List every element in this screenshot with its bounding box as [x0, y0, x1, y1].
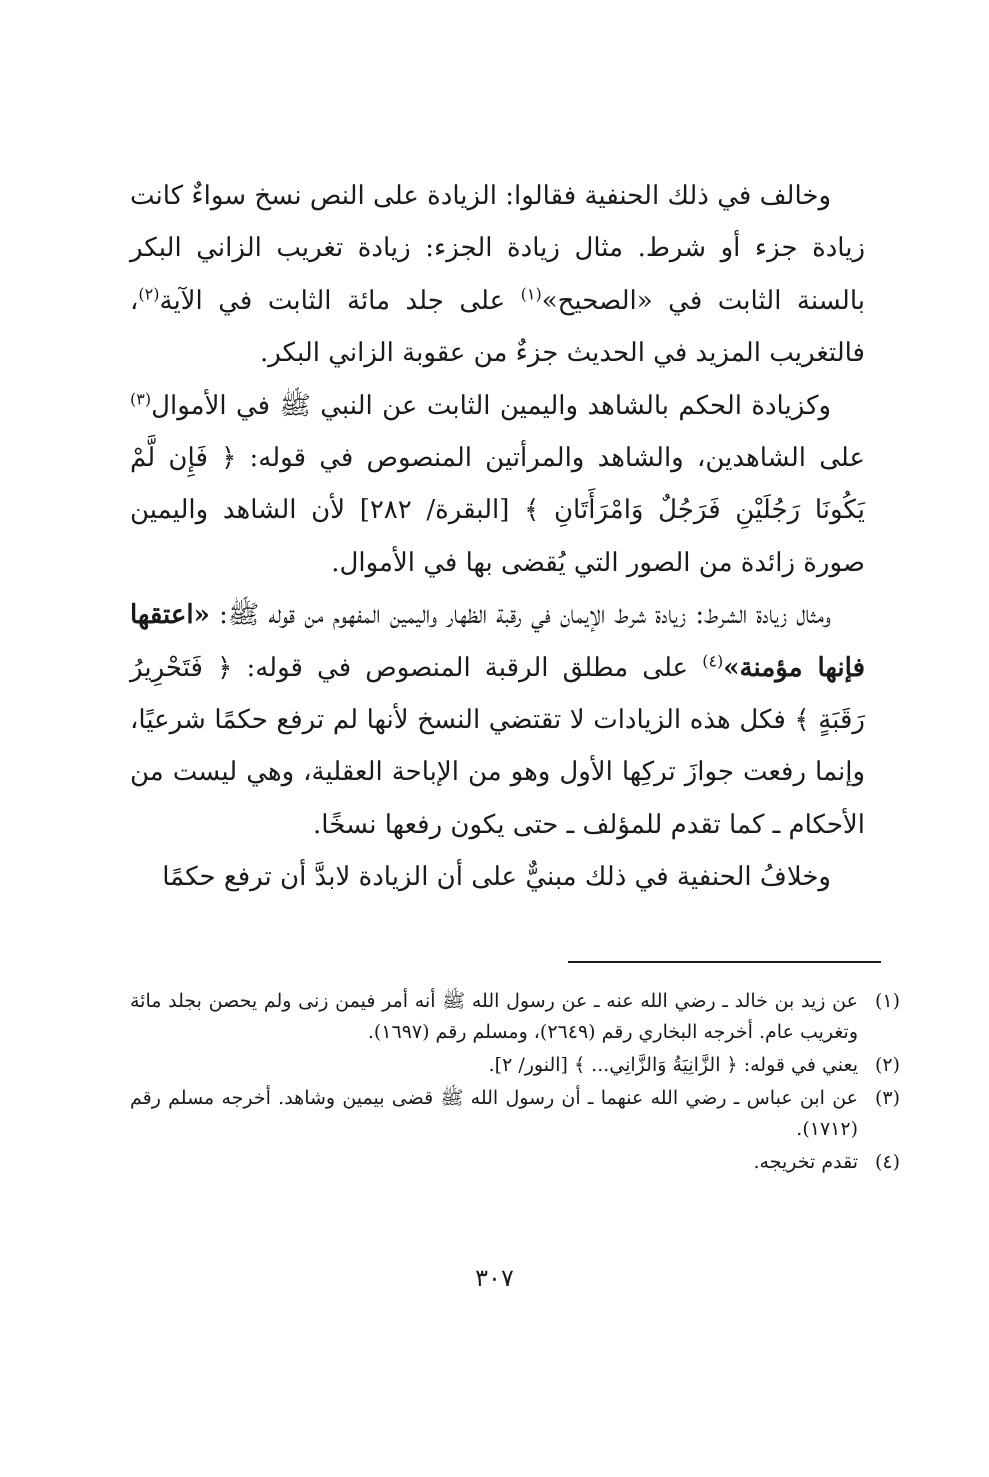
text-run: ومثال زيادة الشرط: زيادة شرط الإيمان في رقبة الظهار واليمين المفهوم من قوله ﷺ: [209, 600, 831, 631]
text-run: وخلافُ الحنفية في ذلك مبنيٌّ على أن الزيادة لابدَّ أن ترفع حكمًا [162, 862, 831, 893]
footnote-number: (٣) [874, 1087, 900, 1109]
footnote-reference: (٣) [130, 388, 152, 408]
text-run: على جلد مائة الثابت في الآية [159, 285, 521, 316]
footnotes-section [130, 986, 900, 1180]
hadith-quote: «اعتقها فإنها مؤمنة» [130, 600, 865, 683]
footnote [130, 986, 900, 1048]
footnote-text: عن ابن عباس ـ رضي الله عنهما ـ أن رسول الله ﷺ قضى بيمين وشاهد. أخرجه مسلم رقم (١٧١٢). [130, 1087, 858, 1140]
page-number: ٣٠٧ [475, 1264, 514, 1292]
footnote-text: يعني في قوله: ﴿ الزَّانِيَةُ وَالزَّانِي... ﴾ [النور/ ٢]. [488, 1054, 858, 1076]
text-run: وكزيادة الحكم بالشاهد واليمين الثابت عن النبي ﷺ في الأموال [151, 390, 831, 421]
paragraph [130, 170, 865, 380]
footnote-text: تقدم تخريجه. [753, 1151, 858, 1173]
footnote-separator [568, 961, 881, 963]
footnote [130, 1083, 900, 1145]
text-run: على الشاهدين، والشاهد والمرأتين المنصوص في قوله: [236, 443, 865, 474]
text-run: ، فالتغريب المزيد في الحديث جزءٌ من عقوبة الزاني البكر. [130, 285, 865, 369]
footnote-number: (٤) [874, 1151, 900, 1173]
quran-verse: ﴿ فَإِن لَّمْ يَكُونَا رَجُلَيْنِ فَرَجُلٌ وَامْرَأَتَانِ ﴾ [130, 443, 865, 526]
text-run: فكل هذه الزيادات لا تقتضي النسخ لأنها لم ترفع حكمًا شرعيًا، وإنما رفعت جوازَ تركِها الأول وهو من الإباحة العقلية، وهي ليست من الأحكام ـ كما تقدم للمؤلف ـ حتى يكون رفعها نسخًا. [130, 705, 865, 840]
footnote-reference: (٤) [702, 651, 724, 670]
footnote-text: عن زيد بن خالد ـ رضي الله عنه ـ عن رسول الله ﷺ أنه أمر فيمن زنى ولم يحصن بجلد مائة وتغريب عام. أخرجه البخاري رقم (٢٦٤٩)، ومسلم رقم (١٦٩٧). [130, 990, 858, 1043]
main-text-block [130, 170, 865, 904]
text-run: وخالف في ذلك الحنفية فقالوا: الزيادة على النص نسخ سواءٌ كانت زيادة جزء أو شرط. مثال زيادة الجزء: زيادة تغريب الزاني البكر بالسنة الثابت في «الصحيح» [130, 181, 865, 316]
footnote [130, 1050, 900, 1081]
footnote-number: (١) [874, 990, 900, 1012]
paragraph [130, 851, 865, 903]
paragraph [130, 589, 865, 851]
quran-verse: ﴿ فَتَحْرِيرُ رَقَبَةٍ ﴾ [130, 652, 865, 736]
footnote-reference: (١) [520, 284, 542, 304]
footnote [130, 1147, 900, 1178]
footnote-reference: (٢) [138, 284, 160, 304]
paragraph [130, 380, 865, 590]
text-run: [البقرة/ ٢٨٢] لأن الشاهد واليمين صورة زائدة من الصور التي يُقضى بها في الأموال. [130, 495, 865, 578]
footnote-number: (٢) [874, 1054, 900, 1076]
text-run: على مطلق الرقبة المنصوص في قوله: [232, 652, 703, 683]
